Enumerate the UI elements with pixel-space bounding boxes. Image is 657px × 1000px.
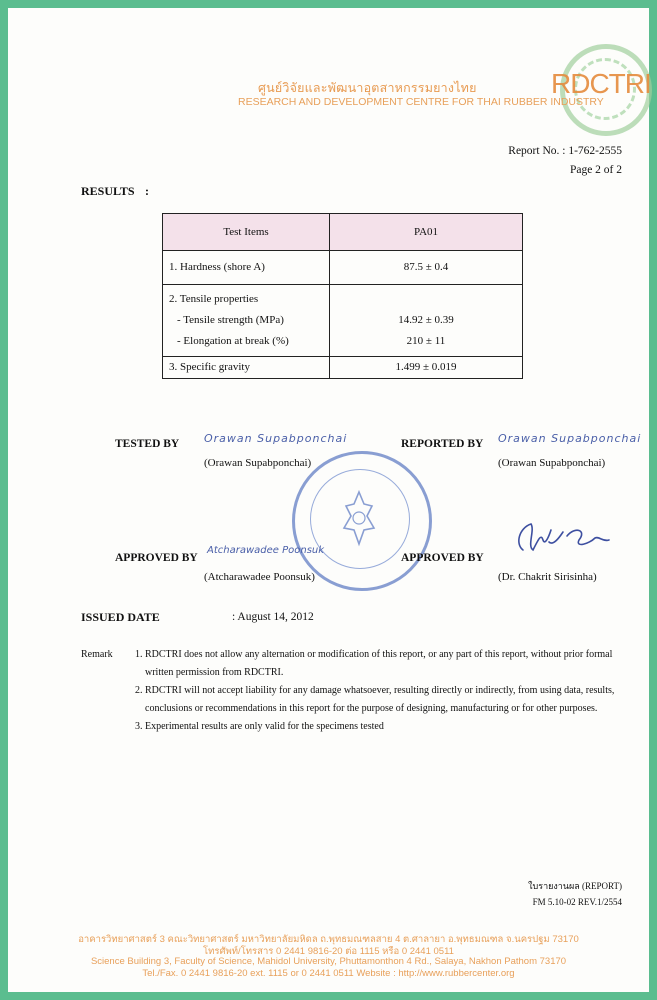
table-header-test-items: Test Items xyxy=(163,214,330,251)
reported-by-label: REPORTED BY xyxy=(401,438,484,450)
report-page xyxy=(8,8,649,992)
remark-list xyxy=(135,646,625,736)
approved-by-signature: Atcharawadee Poonsuk xyxy=(207,545,325,556)
results-colon: : xyxy=(145,184,149,198)
approved-by-label: APPROVED BY xyxy=(115,552,198,564)
table-row xyxy=(163,357,523,379)
footer-thai-address: อาคารวิทยาศาสตร์ 3 คณะวิทยาศาสตร์ มหาวิทยาลัยมหิดล ถ.พุทธมณฑลสาย 4 ต.ศาลายา อ.พุทธมณฑล จ.นครปฐม 73170 xyxy=(78,934,579,945)
rdctri-logo: RDCTRI xyxy=(551,68,651,99)
issued-date-label: ISSUED DATE xyxy=(81,610,160,624)
page-number: Page 2 of 2 xyxy=(569,164,622,176)
reported-by-name: (Orawan Supabponchai) xyxy=(498,457,606,469)
form-code: FM 5.10-02 REV.1/2554 xyxy=(532,897,622,907)
approved-by-2-name: (Dr. Chakrit Sirisinha) xyxy=(498,571,597,583)
row-value-hardness: 87.5 ± 0.4 xyxy=(403,261,449,273)
stamp-emblem-icon xyxy=(334,488,384,548)
footer-contact-website: Tel./Fax. 0 2441 9816-20 ext. 1115 or 0 2441 0511 Website : http://www.rubbercenter.org xyxy=(142,968,515,979)
report-number: Report No. : 1-762-2555 xyxy=(508,145,622,157)
results-table xyxy=(162,213,523,379)
table-row xyxy=(163,285,523,357)
row-item-tensile-properties: 2. Tensile properties xyxy=(169,293,259,305)
organization-thai-name: ศูนย์วิจัยและพัฒนาอุตสาหกรรมยางไทย xyxy=(258,80,477,95)
approved-by-2-label: APPROVED BY xyxy=(401,552,484,564)
table-row xyxy=(163,251,523,285)
row-value-elongation: 210 ± 11 xyxy=(406,335,446,347)
remark-item: 1. RDCTRI does not allow any alternation or modification of this report, or any part of this report, without prior formal written permission from RDCTRI. xyxy=(135,649,613,678)
row-value-specific-gravity: 1.499 ± 0.019 xyxy=(395,361,457,373)
row-value-tensile-properties xyxy=(330,289,522,310)
footer-english-address: Science Building 3, Faculty of Science, Mahidol University, Phuttamonthon 4 Rd., Salaya, Nakhon Pathom 73170 xyxy=(90,956,567,967)
row-item-elongation: - Elongation at break (%) xyxy=(177,335,289,347)
results-heading: RESULTS xyxy=(81,184,135,198)
tested-by-name: (Orawan Supabponchai) xyxy=(204,457,312,469)
row-item-specific-gravity: 3. Specific gravity xyxy=(169,361,250,373)
row-item-hardness: 1. Hardness (shore A) xyxy=(169,261,265,273)
tested-by-label: TESTED BY xyxy=(115,438,180,450)
table-header-row xyxy=(163,214,523,251)
organization-english-name: RESEARCH AND DEVELOPMENT CENTRE FOR THAI RUBBER INDUSTRY xyxy=(238,96,604,108)
form-type: ใบรายงานผล (REPORT) xyxy=(528,881,622,891)
row-value-tensile-strength: 14.92 ± 0.39 xyxy=(398,314,454,326)
remark-item: 3. Experimental results are only valid for the specimens tested xyxy=(135,721,384,732)
row-item-tensile-strength: - Tensile strength (MPa) xyxy=(177,314,284,326)
remark-item: 2. RDCTRI will not accept liability for any damage whatsoever, resulting directly or indirectly, from using data, results, conclusions or recommendations in this report for the purpose of designing, manufacturing or for other purposes. xyxy=(135,685,615,714)
reported-by-signature: Orawan Supabponchai xyxy=(498,432,642,445)
tested-by-signature: Orawan Supabponchai xyxy=(204,432,348,445)
table-header-sample: PA01 xyxy=(330,214,523,251)
issued-date-value: : August 14, 2012 xyxy=(232,611,314,623)
approved-by-name: (Atcharawadee Poonsuk) xyxy=(204,571,315,583)
remark-label: Remark xyxy=(81,649,113,660)
dr-chakrit-signature xyxy=(505,516,625,558)
footer-thai-phone: โทรศัพท์/โทรสาร 0 2441 9816-20 ต่อ 1115 หรือ 0 2441 0511 xyxy=(203,946,454,957)
